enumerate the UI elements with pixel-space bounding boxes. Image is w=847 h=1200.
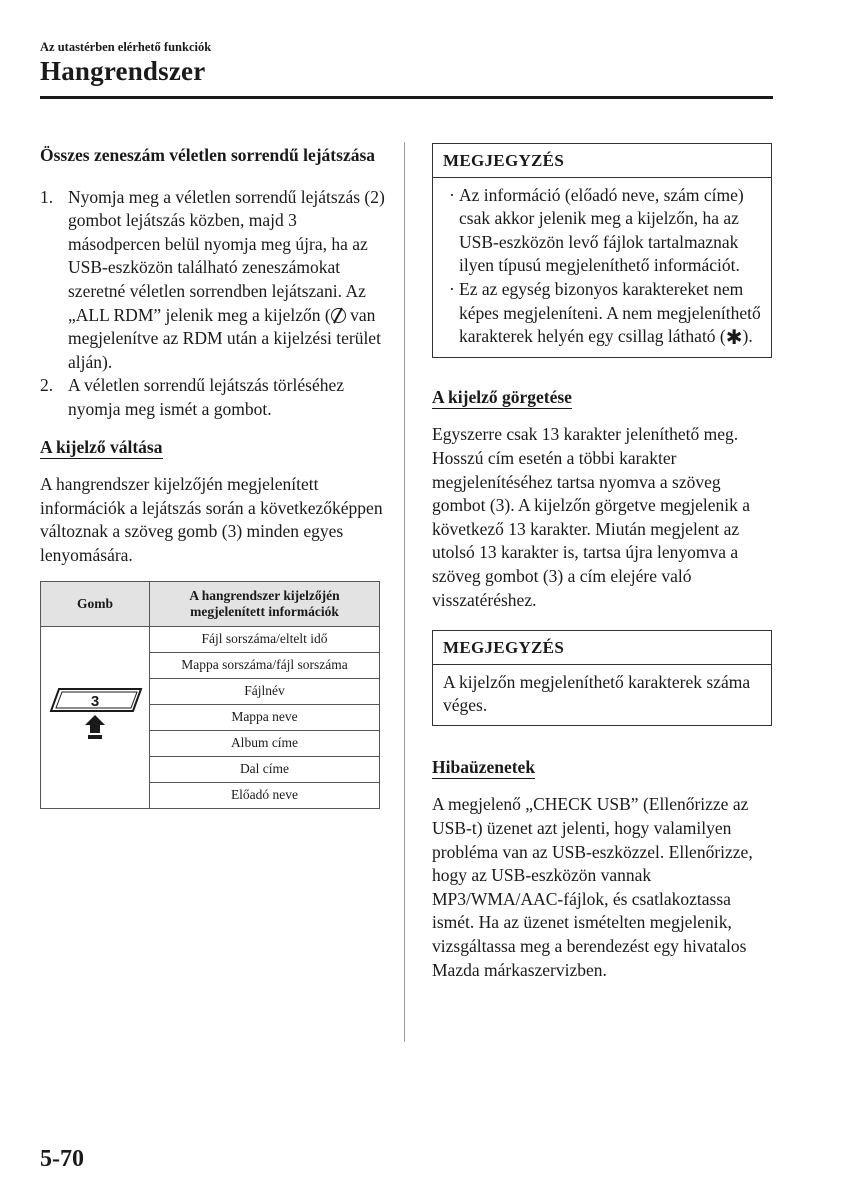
- display-switch-heading: A kijelző váltása: [40, 436, 163, 457]
- errors-heading: Hibaüzenetek: [432, 756, 536, 777]
- table-cell: Mappa sorszáma/fájl sorszáma: [150, 652, 380, 678]
- bullet-text-end: ).: [742, 326, 753, 347]
- table-cell: Előadó neve: [150, 782, 380, 808]
- table-header-button: Gomb: [41, 581, 150, 626]
- errors-section: [432, 756, 773, 780]
- note-box-info: [432, 143, 772, 358]
- bullet-text: Ez az egység bizonyos karaktereket nem képes megjeleníteni. A nem megjeleníthető karakterek helyén egy csillag látható (: [459, 278, 761, 347]
- bullet-mark: ·: [449, 184, 455, 205]
- note-title: MEGJEGYZÉS: [433, 144, 771, 178]
- table-header-info: A hangrendszer kijelzőjén megjelenített információk: [150, 581, 380, 626]
- display-info-table: [40, 581, 380, 809]
- title-rule: [40, 96, 773, 99]
- page-title: Hangrendszer: [40, 56, 206, 86]
- column-divider: [404, 142, 405, 1042]
- note-bullet: [443, 278, 761, 350]
- disc-slash-icon: [331, 308, 346, 323]
- step-text-cont: van megjelenítve az RDM után a kijelzési terület alján).: [68, 304, 381, 372]
- page-number: 5-70: [40, 1146, 84, 1172]
- random-play-steps: [40, 186, 385, 422]
- note-body: A kijelzőn megjeleníthető karakterek száma véges.: [443, 671, 751, 716]
- text-button-3-icon: [45, 685, 145, 745]
- press-arrow-icon: [85, 715, 105, 733]
- table-cell: Fájlnév: [150, 678, 380, 704]
- note-body: [433, 178, 771, 357]
- step-text: Nyomja meg a véletlen sorrendű lejátszás (2) gombot lejátszás közben, majd 3 másodpercen belül nyomja meg újra, ha az USB-eszközön található zeneszámokat szeretné véletlen sorrendben lejátszani. Az „ALL RDM” jelenik meg a kijelzőn (: [68, 186, 385, 325]
- table-cell: Dal címe: [150, 756, 380, 782]
- button-number-label: 3: [90, 693, 100, 710]
- right-column: [432, 143, 773, 982]
- button-illustration-cell: [41, 626, 150, 808]
- note-box-limit: [432, 630, 772, 726]
- scroll-body: Egyszerre csak 13 karakter jeleníthető meg. Hosszú cím esetén a többi karakter megjelenítéséhez tartsa nyomva a szöveg gombot (3). A kijelzőn görgetve megjelenik a következő 13 karakter. Miután megjelent az utolsó 13 karakter is, tartsa újra lenyomva a szöveg gombot (3) a cím elejére való visszatéréshez.: [432, 424, 751, 610]
- step-item: [40, 374, 385, 421]
- section-label: Az utastérben elérhető funkciók: [40, 40, 212, 54]
- note-title: MEGJEGYZÉS: [433, 631, 771, 665]
- bullet-text: Az információ (előadó neve, szám címe) csak akkor jelenik meg a kijelzőn, ha az USB-eszközön levő fájlok tartalmaznak ilyen típusú megjeleníthető információt.: [459, 184, 744, 276]
- table-cell: Mappa neve: [150, 704, 380, 730]
- table-cell: Fájl sorszáma/eltelt idő: [150, 626, 380, 652]
- step-number: 1.: [40, 186, 54, 207]
- note-bullet: [443, 184, 761, 278]
- scroll-heading: A kijelző görgetése: [432, 386, 572, 407]
- display-switch-section: [40, 436, 385, 460]
- errors-body: A megjelenő „CHECK USB” (Ellenőrizze az USB-t) üzenet azt jelenti, hogy valamilyen probléma van az USB-eszközzel. Ellenőrizze, hogy az USB-eszközön vannak MP3/WMA/AAC-fájlok, és csatlakoztassa ismét. Ha az üzenet ismételten megjelenik, vizsgáltassa meg a berendezést egy hivatalos Mazda márkaszervizben.: [432, 794, 753, 980]
- display-switch-body: A hangrendszer kijelzőjén megjelenített információk a lejátszás során a következőképpen változnak a szöveg gomb (3) minden egyes lenyomására.: [40, 474, 383, 565]
- scroll-section: [432, 386, 773, 410]
- bullet-mark: ·: [449, 278, 455, 299]
- random-play-heading: Összes zeneszám véletlen sorrendű lejátszása: [40, 145, 376, 165]
- table-cell: Album címe: [150, 730, 380, 756]
- step-text: A véletlen sorrendű lejátszás törléséhez nyomja meg ismét a gombot.: [68, 375, 345, 419]
- step-item: [40, 186, 385, 375]
- step-number: 2.: [40, 375, 54, 396]
- left-column: [40, 144, 385, 809]
- asterisk-icon: ✱: [725, 325, 743, 350]
